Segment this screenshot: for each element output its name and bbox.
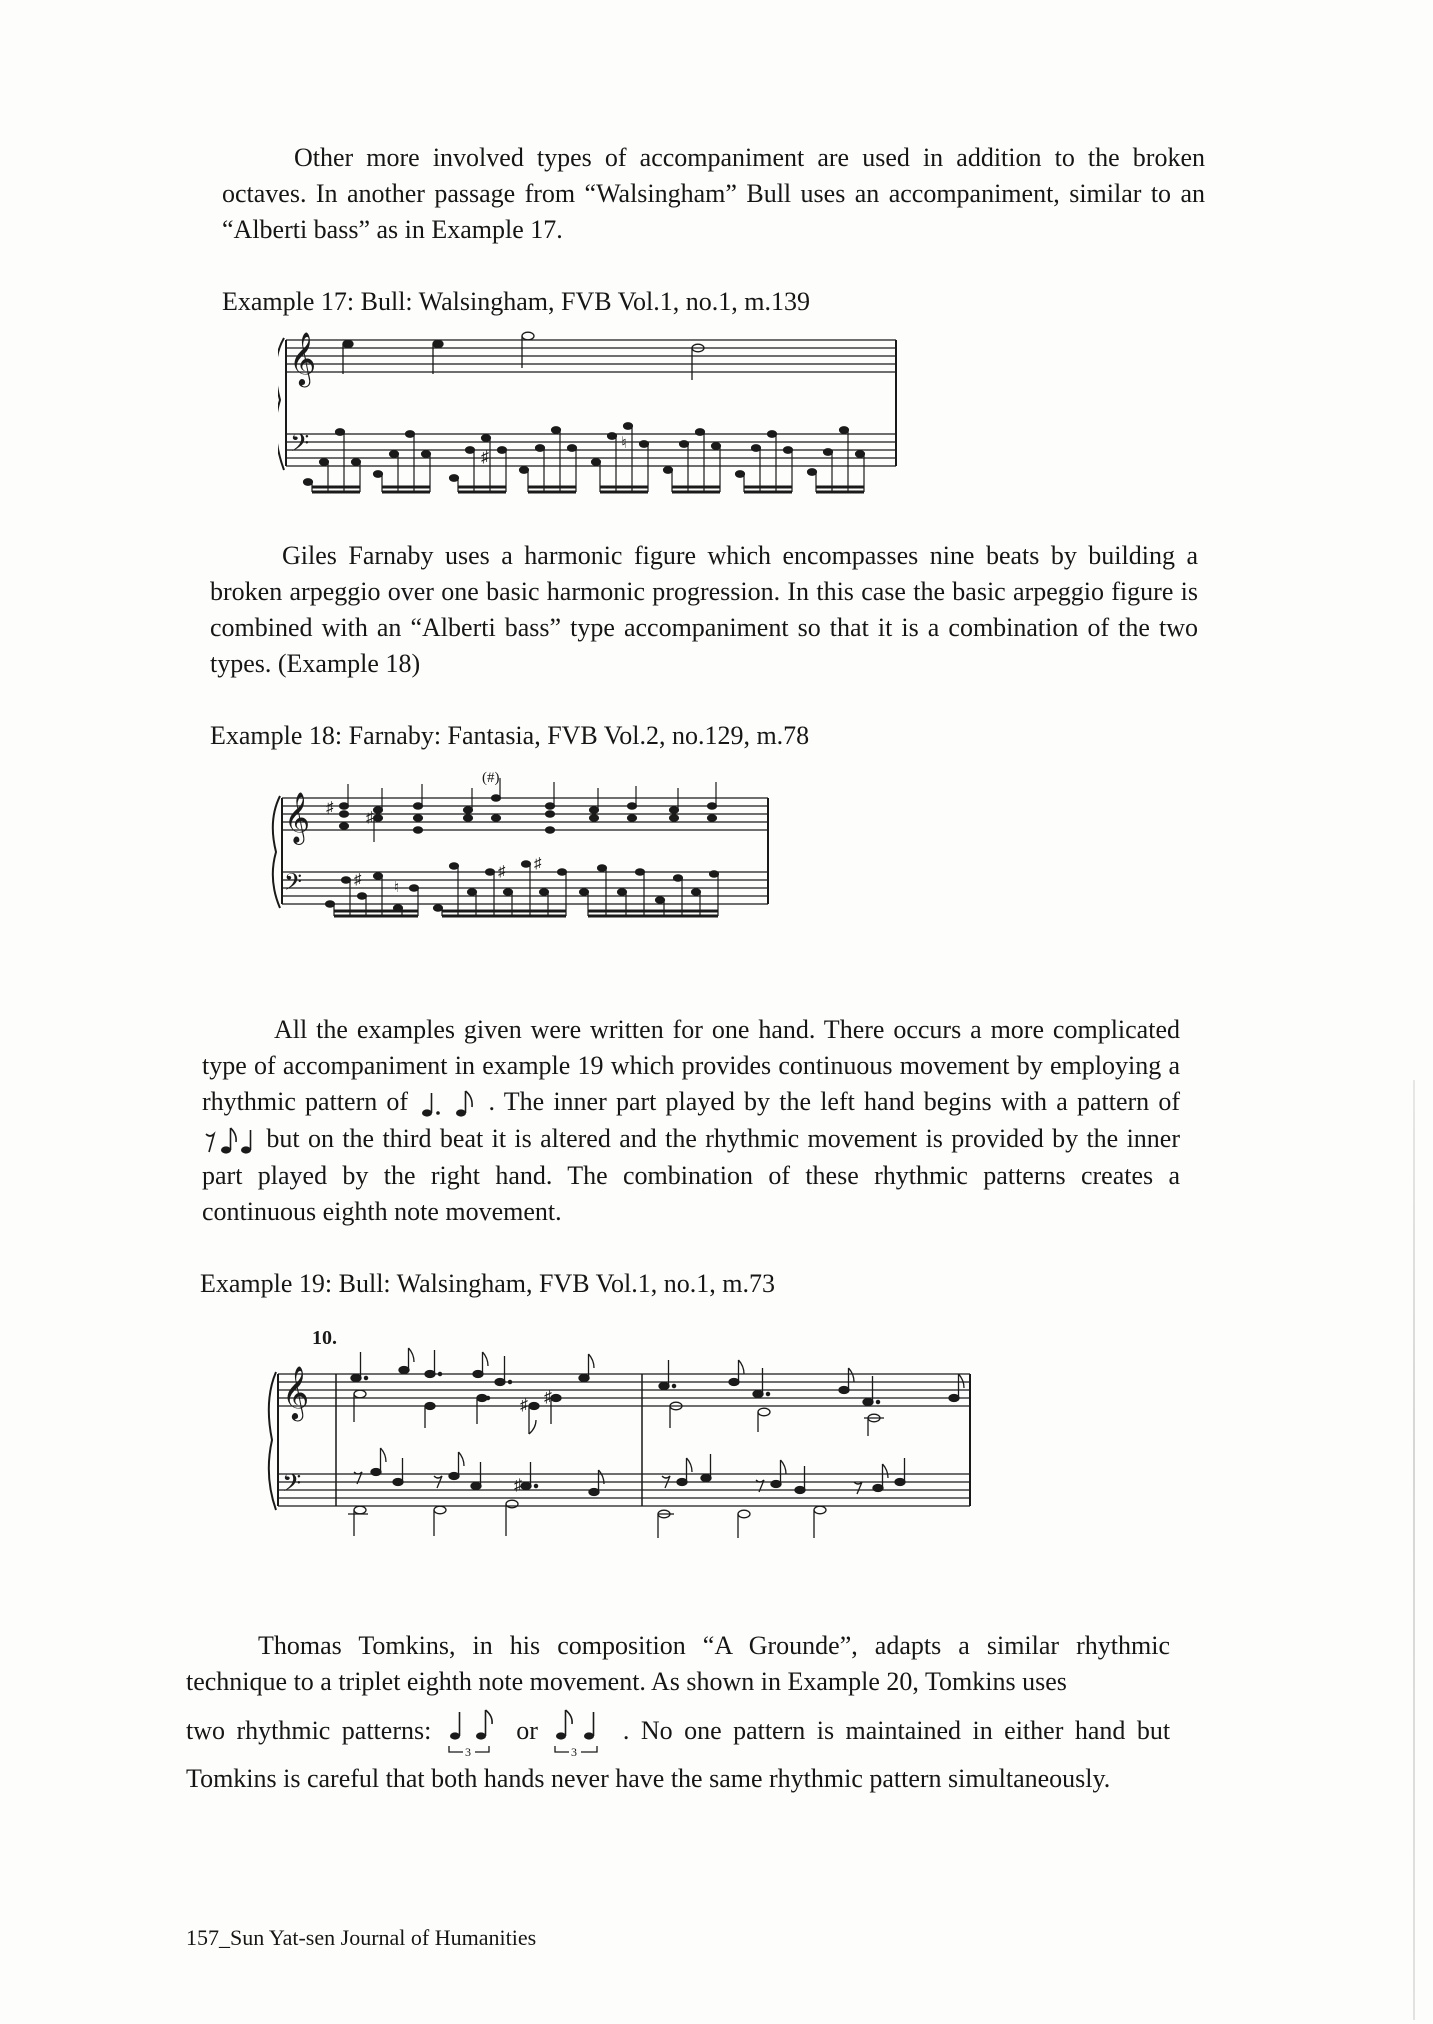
bass-clef-icon: 𝄢: [284, 870, 303, 901]
svg-text:♯: ♯: [326, 800, 334, 816]
bass-clef-icon: 𝄢: [290, 430, 310, 463]
svg-text:♯: ♯: [514, 1477, 522, 1494]
treble-clef-icon: 𝄞: [282, 1367, 310, 1418]
paragraph-4: Thomas Tomkins, in his composition “A Grounde”, adapts a similar rhythmic technique to a triplet eighth note movement. As shown in Example 20, Tomkins uses: [186, 1631, 1170, 1696]
score-example-17: [278, 322, 906, 498]
paragraph-3: All the examples given were written for one hand. There occurs a more complicated type of accompaniment in example 19 which provides continuous movement by employing a rhythmic pattern of . The inner part played by the left hand begins with a pattern of but on the third beat it is altered and the rhythmic movement is provided by the inner part played by the right hand. The combination of these rhythmic patterns creates a continuous eighth note movement.: [202, 1015, 1181, 1227]
svg-text:3: 3: [571, 1745, 578, 1759]
score-example-19: [264, 1324, 976, 1546]
caption-example-19: Example 19: Bull: Walsingham, FVB Vol.1, no.1, m.73: [200, 1269, 775, 1298]
triplet-eighth-quarter-rhythm-icon: [549, 1706, 611, 1760]
svg-text:♯: ♯: [534, 856, 542, 872]
svg-text:♯: ♯: [366, 810, 374, 826]
scan-edge: [1413, 1080, 1415, 2020]
bass-clef-icon: 𝄢: [282, 1470, 302, 1503]
svg-text:♯: ♯: [520, 1397, 528, 1414]
svg-text:3: 3: [464, 1745, 471, 1759]
svg-text:♮: ♮: [394, 880, 400, 896]
svg-text:♯: ♯: [544, 1389, 552, 1406]
caption-example-18: Example 18: Farnaby: Fantasia, FVB Vol.2, no.129, m.78: [210, 721, 810, 750]
example-18-accidental: (#): [482, 770, 500, 786]
caption-example-17: Example 17: Bull: Walsingham, FVB Vol.1, no.1, m.139: [222, 287, 810, 316]
svg-text:♮: ♮: [621, 435, 627, 452]
triplet-quarter-eighth-rhythm-icon: [443, 1706, 505, 1760]
treble-clef-icon: 𝄞: [289, 333, 317, 384]
svg-text:♯: ♯: [354, 872, 362, 888]
svg-text:♯: ♯: [498, 864, 506, 880]
rest-eighth-quarter-rhythm-icon: [202, 1124, 258, 1158]
dotted-quarter-eighth-rhythm-icon: [417, 1087, 479, 1121]
score-example-18: [268, 768, 778, 930]
treble-clef-icon: 𝄞: [284, 793, 311, 842]
svg-text:♯: ♯: [481, 449, 489, 466]
paragraph-2: Giles Farnaby uses a harmonic figure which encompasses nine beats by building a broken arpeggio over one basic harmonic progression. In this case the basic arpeggio figure is combined with an “Alberti bass” type accompaniment so that it is a combination of the two types. (Example 18): [210, 541, 1198, 678]
paragraph-5: two rhythmic patterns: 3 or 3 . No one pattern is maintained in either hand but Tomkins is careful that both hands never have the same rhythmic pattern simultaneously.: [186, 1706, 1170, 1798]
example-19-measure-number: 10.: [312, 1327, 337, 1349]
paragraph-1: Other more involved types of accompaniment are used in addition to the broken octaves. In another passage from “Walsingham” Bull uses an accompaniment, similar to an “Alberti bass” as in Example 17.: [222, 143, 1205, 244]
page-footer: 157_Sun Yat-sen Journal of Humanities: [186, 1925, 537, 1950]
